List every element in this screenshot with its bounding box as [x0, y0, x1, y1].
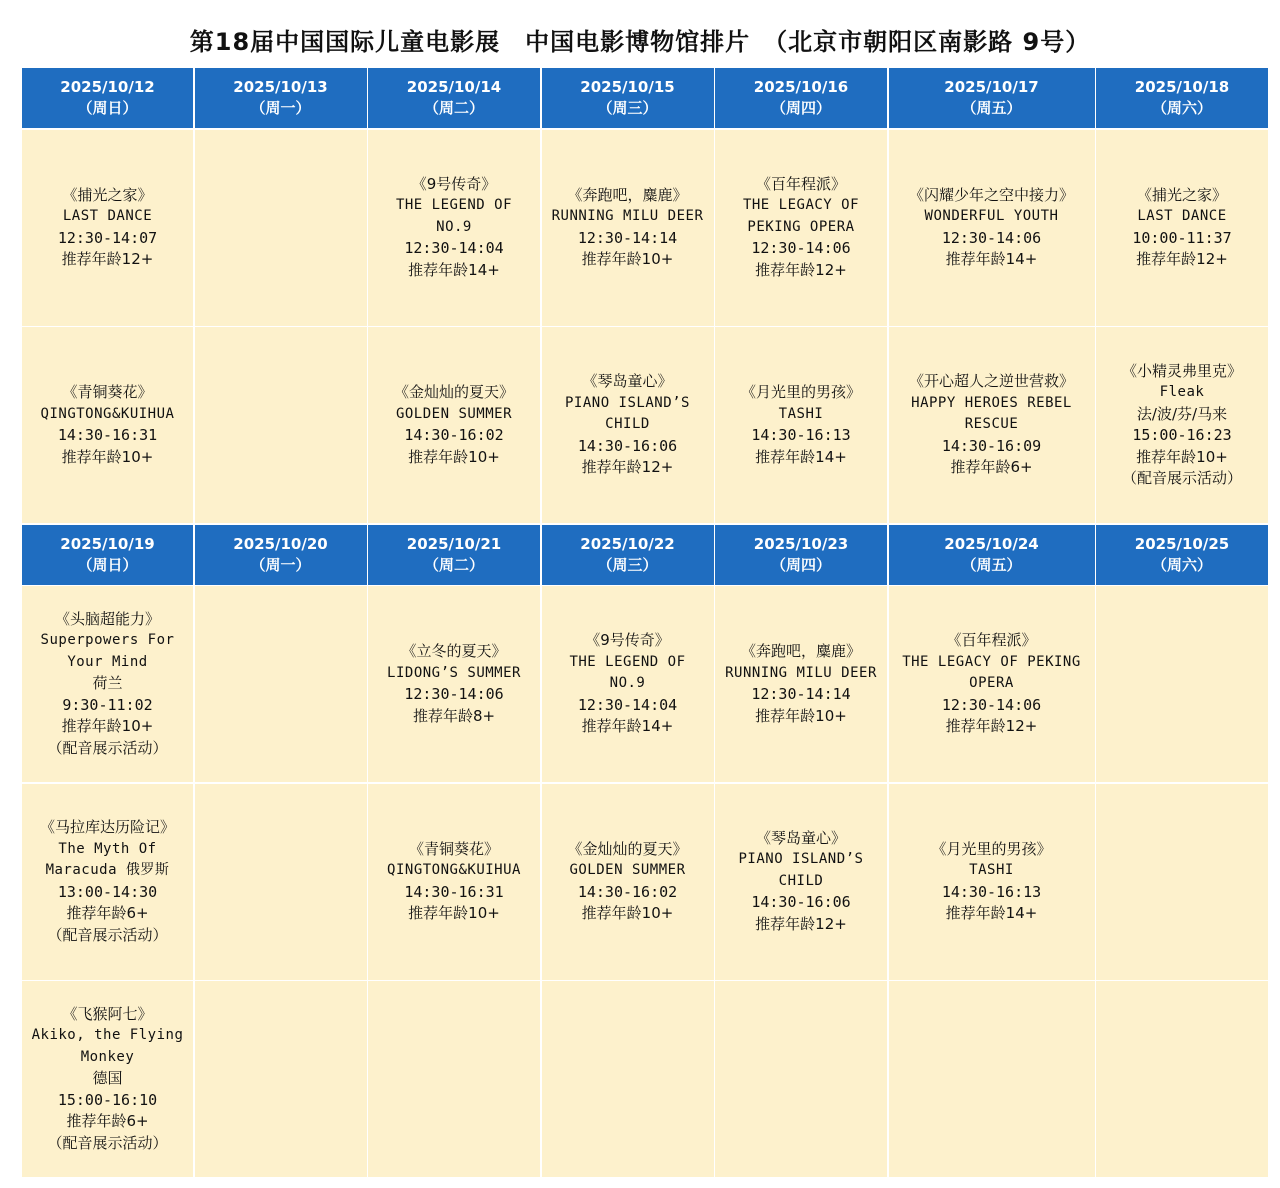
film-title: 《闪耀少年之空中接力》: [908, 185, 1074, 204]
screening-cell: [22, 586, 193, 782]
film-info: 推荐年龄12+: [1136, 250, 1228, 268]
header-weekday: （周二）: [423, 99, 484, 117]
header-weekday: （周二）: [423, 555, 484, 574]
film-info: THE LEGACY OF PEKING: [902, 653, 1081, 670]
film-title: 《金灿灿的夏天》: [567, 839, 688, 858]
screening-time: 14:30-16:31: [57, 426, 158, 444]
film-info: RUNNING MILU DEER: [725, 664, 877, 681]
film-info: 推荐年龄14+: [408, 260, 500, 279]
empty-cell: [1096, 981, 1268, 1177]
header-weekday: （周日）: [77, 99, 138, 117]
film-info: 推荐年龄14+: [945, 904, 1038, 922]
date-header: [195, 68, 367, 128]
empty-cell: [195, 981, 367, 1177]
date-header: [368, 525, 540, 585]
screening-cell: [22, 327, 193, 523]
film-info: LAST DANCE: [62, 208, 153, 224]
film-title: 《立冬的夏天》: [401, 642, 507, 660]
film-title: 《月光里的男孩》: [740, 383, 861, 401]
screening-cell: [715, 130, 887, 326]
film-info: LIDONG’S SUMMER: [387, 664, 521, 681]
screening-cell: [889, 130, 1095, 326]
header-date: 2025/10/17: [944, 78, 1039, 96]
screening-time: 12:30-14:04: [577, 695, 678, 714]
screening-cell: [542, 784, 714, 980]
header-date: 2025/10/20: [233, 534, 328, 553]
film-info: OPERA: [969, 675, 1014, 692]
empty-cell: [1096, 784, 1268, 980]
screening-cell: [22, 981, 193, 1177]
screening-time: 15:00-16:10: [57, 1090, 158, 1109]
empty-cell: [715, 981, 887, 1177]
screening-cell: [22, 784, 193, 980]
screening-time: 14:30-16:31: [404, 882, 504, 901]
film-info: PEKING OPERA: [747, 218, 855, 235]
header-date: 2025/10/13: [233, 78, 328, 96]
screening-time: 10:00-11:37: [1132, 228, 1232, 247]
film-info: 推荐年龄6+: [66, 904, 149, 922]
header-weekday: （周六）: [1151, 555, 1212, 574]
screening-cell: [715, 586, 887, 782]
film-title: 《捕光之家》: [1136, 185, 1227, 204]
film-info: WONDERFUL YOUTH: [924, 208, 1059, 224]
film-info: 推荐年龄14+: [945, 250, 1038, 268]
screening-cell: [889, 784, 1095, 980]
screening-cell: [368, 784, 540, 980]
film-title: 《青铜葵花》: [62, 383, 153, 401]
film-info: TASHI: [778, 405, 824, 422]
film-title: 《头脑超能力》: [54, 609, 160, 628]
screening-time: 12:30-14:07: [57, 228, 158, 247]
screening-cell: [889, 586, 1095, 782]
film-info: 推荐年龄12+: [755, 260, 847, 279]
film-title: 《开心超人之逆世营救》: [908, 372, 1074, 391]
empty-cell: [542, 981, 714, 1177]
header-date: 2025/10/22: [580, 534, 675, 553]
date-header: [22, 525, 193, 585]
empty-cell: [195, 784, 367, 980]
film-info: PIANO ISLAND’S: [564, 394, 690, 411]
film-info: Superpowers For: [40, 632, 175, 649]
film-title: 《飞猴阿七》: [62, 1004, 153, 1023]
date-header: [195, 525, 367, 585]
header-weekday: （周五）: [961, 99, 1022, 117]
header-weekday: （周三）: [597, 555, 658, 574]
screening-time: 12:30-14:04: [404, 239, 504, 258]
film-info: QINGTONG&KUIHUA: [40, 405, 175, 422]
screening-cell: [1096, 327, 1268, 523]
film-info: 推荐年龄14+: [755, 447, 847, 466]
screening-time: 12:30-14:06: [941, 695, 1042, 714]
film-info: 推荐年龄6+: [66, 1112, 149, 1131]
date-header: [889, 68, 1095, 128]
film-info: Fleak: [1159, 384, 1205, 400]
screening-time: 14:30-16:02: [577, 882, 678, 901]
screening-time: 12:30-14:06: [751, 239, 851, 258]
screening-time: 12:30-14:06: [941, 228, 1042, 247]
screening-time: 14:30-16:13: [941, 882, 1042, 901]
screening-time: 14:30-16:06: [751, 893, 851, 912]
empty-cell: [889, 981, 1095, 1177]
film-title: 《青铜葵花》: [408, 839, 499, 858]
date-header: [1096, 525, 1268, 585]
film-info: （配音展示活动）: [1121, 469, 1242, 487]
header-date: 2025/10/25: [1134, 534, 1230, 553]
screening-cell: [542, 586, 714, 782]
film-title: 《百年程派》: [946, 631, 1037, 650]
film-title: 《月光里的男孩》: [931, 839, 1052, 858]
header-date: 2025/10/14: [406, 78, 502, 96]
date-header: [715, 68, 887, 128]
film-title: 《马拉库达历险记》: [39, 818, 175, 836]
screening-cell: [22, 130, 193, 326]
header-weekday: （周一）: [250, 555, 311, 574]
header-weekday: （周五）: [961, 555, 1022, 574]
date-header: [889, 525, 1095, 585]
date-header: [1096, 68, 1268, 128]
film-info: Monkey: [80, 1048, 135, 1065]
screening-cell: [715, 327, 887, 523]
film-info: 推荐年龄10+: [581, 250, 674, 268]
film-info: CHILD: [605, 416, 650, 433]
header-weekday: （周四）: [770, 99, 831, 117]
film-info: 推荐年龄10+: [61, 717, 154, 736]
film-title: 《奔跑吧，麋鹿》: [740, 642, 861, 660]
screening-cell: [368, 586, 540, 782]
film-title: 《9号传奇》: [411, 174, 497, 193]
screening-time: 13:00-14:30: [57, 882, 158, 901]
screening-time: 12:30-14:06: [404, 685, 504, 703]
header-date: 2025/10/19: [60, 534, 155, 553]
film-info: RUNNING MILU DEER: [551, 208, 704, 224]
date-header: [542, 525, 714, 585]
film-info: Your Mind: [67, 653, 148, 670]
date-header: [715, 525, 887, 585]
film-title: 《琴岛童心》: [582, 372, 673, 391]
film-info: TASHI: [969, 862, 1014, 878]
header-weekday: （周六）: [1151, 99, 1212, 117]
date-header: [22, 68, 193, 128]
schedule-table: [22, 68, 1268, 1177]
film-title: 《捕光之家》: [62, 185, 153, 204]
film-info: 推荐年龄14+: [581, 717, 674, 736]
screening-cell: [542, 327, 714, 523]
film-info: GOLDEN SUMMER: [395, 405, 513, 422]
film-info: 德国: [92, 1069, 123, 1088]
film-info: 推荐年龄10+: [61, 447, 154, 466]
film-info: 推荐年龄10+: [581, 904, 674, 922]
film-info: THE LEGACY OF: [742, 197, 860, 214]
film-info: THE LEGEND OF NO.9: [569, 653, 686, 692]
header-date: 2025/10/15: [580, 78, 675, 96]
header-weekday: （周四）: [770, 555, 831, 574]
header-date: 2025/10/24: [944, 534, 1039, 553]
film-info: 荷兰: [92, 674, 123, 693]
header-weekday: （周日）: [77, 555, 138, 574]
film-info: 推荐年龄10+: [408, 447, 500, 466]
screening-time: 15:00-16:23: [1132, 426, 1232, 444]
film-info: 法/波/芬/马来: [1136, 404, 1228, 423]
screening-time: 12:30-14:14: [577, 228, 678, 247]
screening-cell: [368, 327, 540, 523]
screening-time: 14:30-16:09: [941, 436, 1042, 455]
film-info: 推荐年龄12+: [581, 458, 674, 477]
film-info: （配音展示活动）: [47, 738, 168, 757]
film-info: 推荐年龄8+: [412, 706, 496, 725]
film-info: （配音展示活动）: [47, 925, 168, 944]
screening-cell: [1096, 130, 1268, 326]
film-info: THE LEGEND OF NO.9: [395, 197, 513, 235]
date-header: [368, 68, 540, 128]
page-title: 第18届中国国际儿童电影展 中国电影博物馆排片 （北京市朝阳区南影路 9号）: [189, 28, 1091, 56]
header-weekday: （周一）: [250, 99, 311, 117]
film-info: 推荐年龄10+: [755, 706, 847, 725]
header-weekday: （周三）: [597, 99, 658, 117]
film-title: 《金灿灿的夏天》: [393, 383, 514, 401]
empty-cell: [195, 586, 367, 782]
header-date: 2025/10/18: [1134, 78, 1230, 96]
film-title: 《百年程派》: [755, 174, 846, 193]
screening-cell: [889, 327, 1095, 523]
film-info: HAPPY HEROES REBEL: [911, 394, 1072, 411]
film-title: 《琴岛童心》: [755, 828, 846, 847]
film-title: 《9号传奇》: [585, 631, 670, 650]
film-info: 推荐年龄6+: [950, 458, 1033, 477]
film-info: The Myth Of: [58, 840, 157, 857]
screening-cell: [368, 130, 540, 326]
header-date: 2025/10/16: [753, 78, 849, 96]
screening-cell: [715, 784, 887, 980]
empty-cell: [368, 981, 540, 1177]
film-info: 推荐年龄10+: [408, 904, 500, 922]
screening-time: 14:30-16:02: [404, 426, 504, 444]
film-info: GOLDEN SUMMER: [569, 862, 686, 878]
screening-cell: [542, 130, 714, 326]
screening-time: 14:30-16:13: [751, 426, 851, 444]
film-info: Maracuda 俄罗斯: [45, 862, 170, 878]
film-title: 《奔跑吧，麋鹿》: [567, 185, 688, 204]
film-info: CHILD: [778, 872, 824, 889]
header-date: 2025/10/12: [60, 78, 155, 96]
film-info: LAST DANCE: [1137, 208, 1227, 224]
screening-time: 14:30-16:06: [577, 436, 678, 455]
film-title: 《小精灵弗里克》: [1121, 361, 1242, 380]
film-info: （配音展示活动）: [47, 1133, 168, 1152]
film-info: 推荐年龄12+: [755, 914, 847, 933]
screening-time: 9:30-11:02: [62, 695, 153, 714]
header-date: 2025/10/23: [753, 534, 849, 553]
film-info: RESCUE: [964, 416, 1019, 433]
film-info: QINGTONG&KUIHUA: [387, 862, 521, 878]
film-info: 推荐年龄10+: [1136, 447, 1228, 466]
date-header: [542, 68, 714, 128]
empty-cell: [195, 130, 367, 326]
film-info: Akiko, the Flying: [31, 1027, 184, 1044]
empty-cell: [1096, 586, 1268, 782]
empty-cell: [195, 327, 367, 523]
film-info: PIANO ISLAND’S: [738, 851, 864, 868]
film-info: 推荐年龄12+: [61, 250, 154, 268]
header-date: 2025/10/21: [406, 534, 502, 553]
film-info: 推荐年龄12+: [945, 717, 1038, 736]
screening-time: 12:30-14:14: [751, 685, 851, 703]
